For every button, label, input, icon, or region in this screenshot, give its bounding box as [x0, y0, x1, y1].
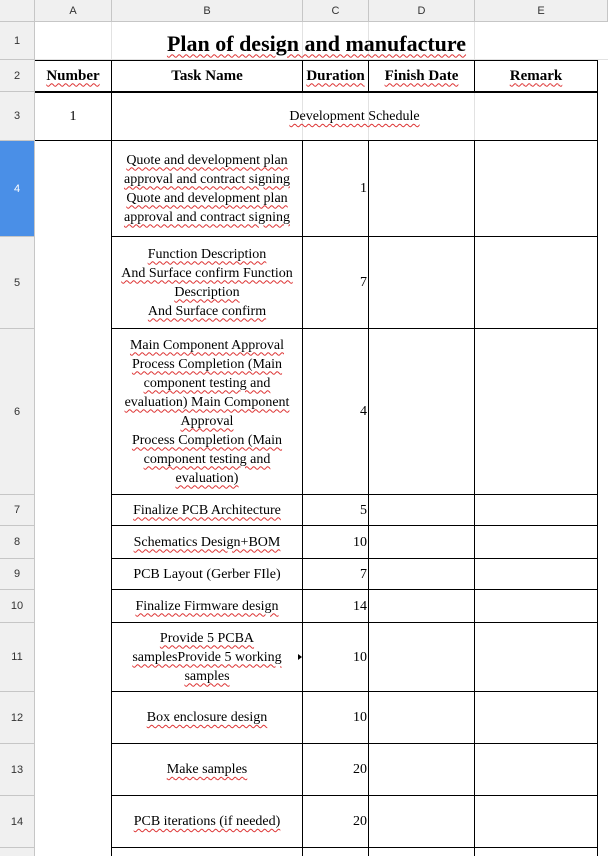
task-name-cell[interactable]	[112, 692, 302, 743]
row-header-15[interactable]	[0, 848, 35, 856]
task-name-text: Main Component Approval Process Completion (Main component testing and evaluation) Main Component Approval Process Completion (Main component testing and evaluation)	[124, 337, 290, 486]
task-name-text: PCB iterations (if needed)	[133, 814, 281, 829]
header-remark-text: Remark	[509, 67, 563, 84]
duration-cell[interactable]: 4	[360, 404, 367, 419]
column-header-b[interactable]: B	[112, 0, 303, 22]
row-header-12[interactable]: 12	[0, 692, 35, 744]
task-name-cell[interactable]	[112, 329, 302, 494]
column-header-bar	[0, 0, 608, 22]
header-number-text: Number	[46, 67, 100, 84]
duration-cell[interactable]: 10	[353, 710, 367, 725]
text-overflow-arrow-icon	[298, 654, 302, 660]
column-header-d[interactable]: D	[369, 0, 475, 22]
header-duration-text: Duration	[306, 67, 365, 84]
row-header-4[interactable]: 4	[0, 141, 35, 237]
row-header-6[interactable]: 6	[0, 329, 35, 495]
duration-cell[interactable]: 7	[360, 566, 367, 582]
task-name-text: Make samples	[166, 762, 248, 777]
duration-cell[interactable]: 14	[353, 598, 367, 614]
task-name-text: Box enclosure design	[146, 710, 268, 725]
task-name-cell[interactable]	[112, 590, 302, 622]
row-header-7[interactable]: 7	[0, 495, 35, 526]
header-duration[interactable]	[303, 61, 368, 91]
duration-cell[interactable]: 5	[360, 502, 367, 518]
section-number[interactable]: 1	[69, 109, 77, 124]
task-name-cell[interactable]	[112, 495, 302, 525]
duration-cell[interactable]: 20	[353, 762, 367, 777]
row-header-5[interactable]: 5	[0, 237, 35, 329]
row-header-13[interactable]: 13	[0, 744, 35, 796]
task-name-cell[interactable]	[112, 623, 302, 691]
row-header-11[interactable]: 11	[0, 623, 35, 692]
row-header-14[interactable]: 14	[0, 796, 35, 848]
duration-cell[interactable]: 7	[360, 275, 367, 290]
row-header-10[interactable]: 10	[0, 590, 35, 623]
header-number[interactable]	[35, 61, 111, 91]
header-finish-date-text: Finish Date	[384, 67, 459, 84]
column-header-c[interactable]: C	[303, 0, 369, 22]
duration-cell[interactable]: 1	[360, 181, 367, 196]
task-name-cell[interactable]	[112, 526, 302, 558]
header-task-name[interactable]: Task Name	[171, 67, 243, 84]
duration-cell[interactable]: 10	[353, 649, 367, 665]
task-name-text: Function Description And Surface confirm Function Description And Surface confirm	[121, 246, 293, 319]
task-name-text: Schematics Design+BOM	[133, 534, 281, 550]
row-header-3[interactable]: 3	[0, 92, 35, 141]
header-remark[interactable]	[475, 61, 597, 91]
task-name-text: Quote and development plan approval and contract signing Quote and development plan approval and contract signing	[123, 152, 290, 225]
section-label[interactable]	[112, 93, 597, 140]
sheet-title-text: Plan of design and manufacture	[166, 30, 467, 56]
sheet-title[interactable]	[35, 26, 598, 60]
section-label-text: Development Schedule	[289, 109, 420, 124]
column-header-e[interactable]: E	[475, 0, 608, 22]
task-name-text: Finalize Firmware design	[135, 598, 279, 614]
task-name-cell[interactable]	[112, 237, 302, 328]
row-header-1[interactable]: 1	[0, 22, 35, 60]
duration-cell[interactable]: 10	[353, 534, 367, 550]
duration-cell[interactable]: 20	[353, 814, 367, 829]
row-header-8[interactable]: 8	[0, 526, 35, 559]
column-header-a[interactable]: A	[35, 0, 112, 22]
task-name-text: Finalize PCB Architecture	[133, 502, 281, 518]
header-finish-date[interactable]	[369, 61, 474, 91]
select-all-corner[interactable]	[0, 0, 35, 22]
task-name-cell[interactable]	[112, 796, 302, 847]
task-name-text: Provide 5 PCBA samplesProvide 5 working samples	[132, 630, 282, 684]
task-name-cell[interactable]	[112, 744, 302, 795]
row-header-2[interactable]: 2	[0, 60, 35, 92]
task-name-cell[interactable]	[112, 141, 302, 236]
row-header-9[interactable]: 9	[0, 559, 35, 590]
task-name-cell[interactable]: PCB Layout (Gerber FIle)	[133, 566, 281, 582]
